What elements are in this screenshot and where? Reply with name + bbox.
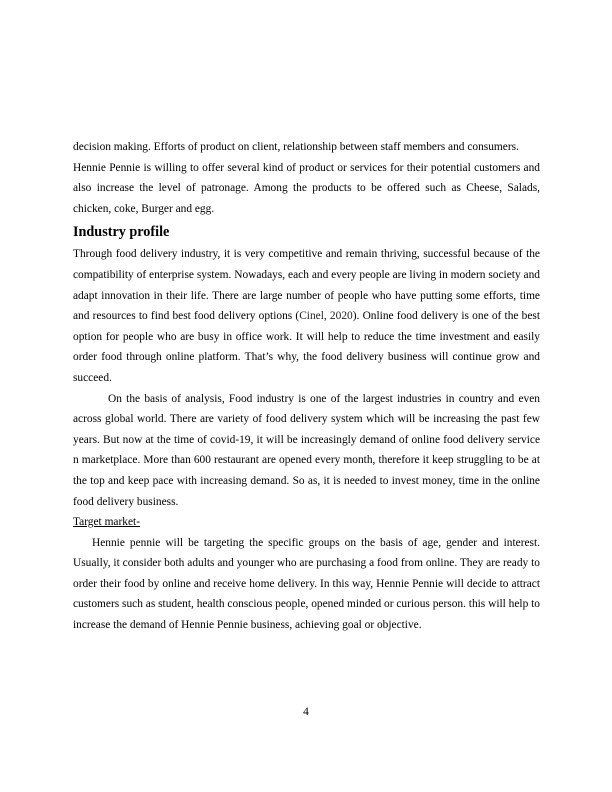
document-body — [73, 137, 540, 636]
paragraph-target-market: Hennie pennie will be targeting the specific groups on the basis of age, gender and interest. Usually, it consider both adults and younger who are purchasing a food from online. They are ready to order their food by online and receive home delivery. In this way, Hennie Pennie will decide to attract customers such as student, health conscious people, opened minded or curious person. this will help to increase the demand of Hennie Pennie business, achieving goal or objective. — [73, 536, 540, 632]
heading-industry-profile: Industry profile — [73, 224, 170, 241]
paragraph-industry-1 — [73, 244, 540, 388]
heading-target-market: Target market- — [73, 516, 140, 529]
industry-text-part-1: Through food delivery industry, it is very competitive and remain thriving, successful because of the compatibility of enterprise system. Nowadays, each and every people are living in modern society and adapt innovation in their life. There are large number of people who have putting some efforts, time and resources to find best food delivery options ( — [73, 248, 540, 323]
paragraph-industry-2: On the basis of analysis, Food industry is one of the largest industries in country and even across global world. There are variety of food delivery system which will be increasing the past few years. But now at the time of covid-19, it will be increasingly demand of online food delivery service n marketplace. More than 600 restaurant are opened every month, therefore it keep struggling to be at the top and keep pace with increasing demand. So as, it is needed to invest money, time in the online food delivery business. — [73, 392, 540, 508]
industry-text-part-2: ). Online food delivery is one of the best option for people who are busy in office work. It will help to reduce the time investment and easily order food through online platform. That’s why, the food delivery business will continue grow and succeed. — [73, 310, 540, 384]
paragraph-products: Hennie Pennie is willing to offer several kind of product or services for their potential customers and also increase the level of patronage. Among the products to be offered such as Cheese, Salads, chicken, coke, Burger and egg. — [73, 161, 540, 215]
page-number: 4 — [303, 706, 309, 718]
paragraph-intro-continued: decision making. Efforts of product on client, relationship between staff members and consumers. — [73, 141, 519, 153]
citation: Cinel, 2020 — [299, 310, 353, 323]
